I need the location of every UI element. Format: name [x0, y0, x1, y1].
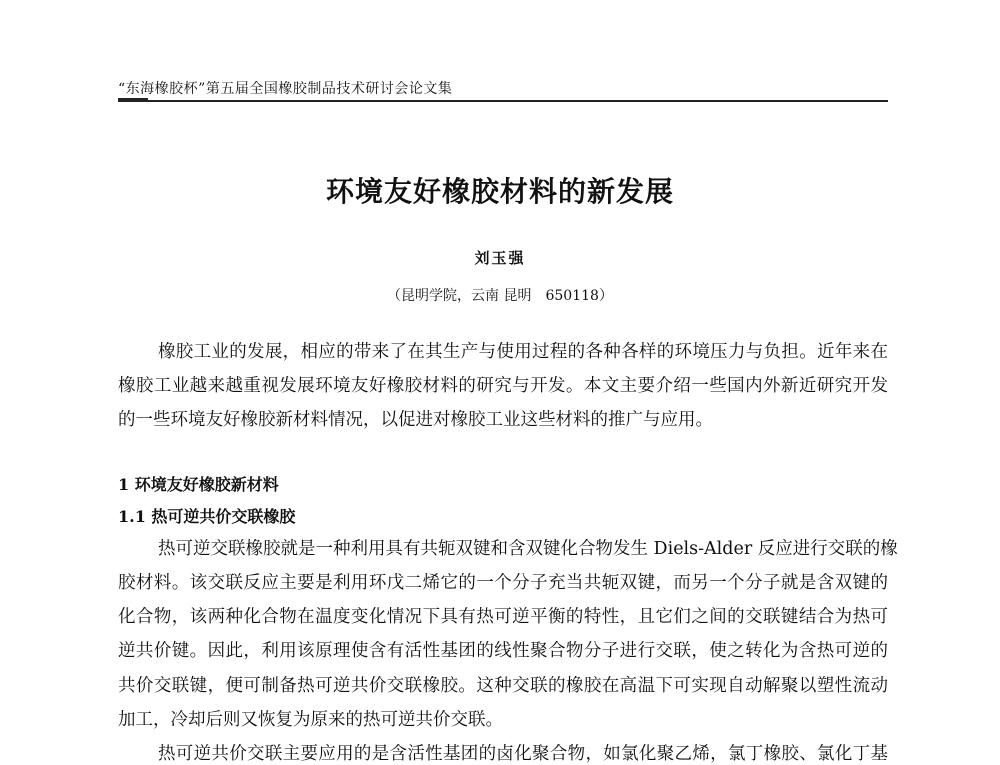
intro-line: 橡胶工业越来越重视发展环境友好橡胶材料的研究与开发。本文主要介绍一些国内外新近研究开发: [118, 376, 888, 396]
header-rule: [118, 100, 888, 102]
intro-line: 橡胶工业的发展，相应的带来了在其生产与使用过程的各种各样的环境压力与负担。近年来在: [158, 342, 888, 362]
body-line: 热可逆共价交联主要应用的是含活性基团的卤化聚合物，如氯化聚乙烯，氯丁橡胶、氯化丁基: [158, 744, 888, 764]
body-line: 胶材料。该交联反应主要是利用环戊二烯它的一个分子充当共轭双键，而另一个分子就是含双键的: [118, 573, 888, 593]
subsection-heading: 1.1 热可逆共价交联橡胶: [118, 507, 296, 526]
body-line: 加工，冷却后则又恢复为原来的热可逆共价交联。: [118, 710, 503, 730]
running-header: “东海橡胶杯”第五届全国橡胶制品技术研讨会论文集: [118, 81, 453, 97]
section-heading: 1 环境友好橡胶新材料: [118, 475, 279, 494]
body-line: 化合物，该两种化合物在温度变化情况下具有热可逆平衡的特性，且它们之间的交联键结合为热可: [118, 607, 888, 627]
author: 刘玉强: [474, 249, 526, 267]
body-line: 共价交联键，便可制备热可逆共价交联橡胶。这种交联的橡胶在高温下可实现自动解聚以塑性流动: [118, 676, 888, 696]
paper-title: 环境友好橡胶材料的新发展: [325, 175, 674, 208]
body-line: 逆共价键。因此，利用该原理使含有活性基团的线性聚合物分子进行交联，使之转化为含热可逆的: [118, 641, 888, 661]
intro-line: 的一些环境友好橡胶新材料情况，以促进对橡胶工业这些材料的推广与应用。: [118, 410, 713, 430]
affiliation: （昆明学院，云南 昆明 650118）: [387, 288, 613, 304]
header-rule-accent: [118, 98, 148, 100]
body-line: 热可逆交联橡胶就是一种利用具有共轭双键和含双键化合物发生 Diels-Alder 反应进行交联的橡: [158, 539, 898, 559]
